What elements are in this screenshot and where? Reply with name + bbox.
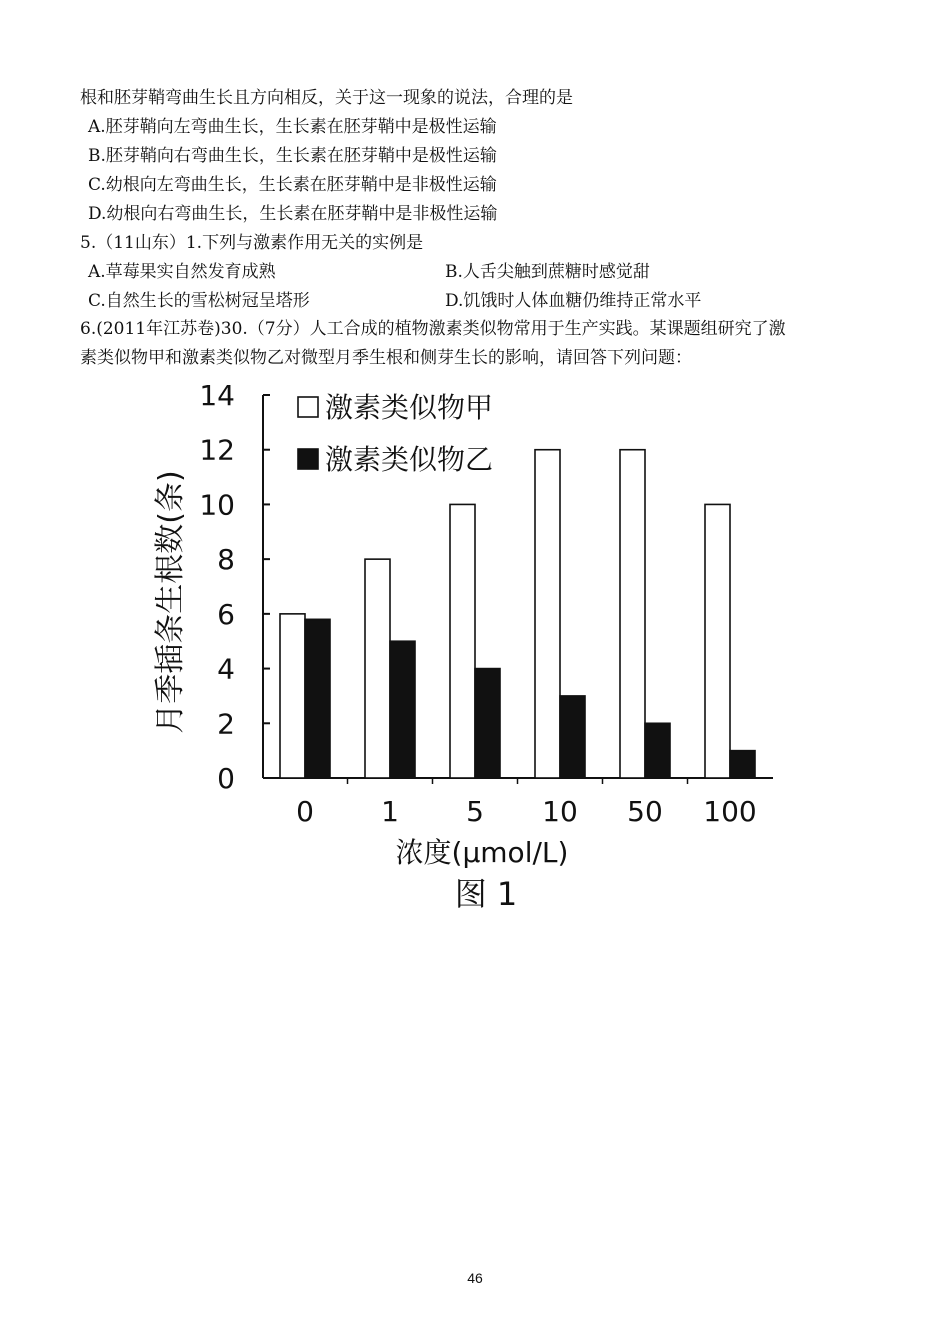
bar-series-a — [280, 614, 305, 778]
chart-legend — [298, 391, 493, 476]
y-axis-label: 月季插条生根数(条) — [153, 470, 188, 734]
y-tick-label: 2 — [217, 707, 235, 741]
bar-series-a — [450, 504, 475, 778]
q4-option-a: A.胚芽鞘向左弯曲生长，生长素在胚芽鞘中是极性运输 — [88, 117, 497, 137]
bar-series-b — [730, 751, 755, 778]
x-tick-label: 5 — [466, 795, 484, 828]
bar-series-a — [365, 559, 390, 778]
bar-series-b — [475, 669, 500, 778]
q6-stem-line2: 素类似物甲和激素类似物乙对微型月季生根和侧芽生长的影响，请回答下列问题： — [80, 348, 692, 368]
x-tick-label: 50 — [627, 795, 663, 828]
q5-option-c: C.自然生长的雪松树冠呈塔形 — [88, 291, 310, 311]
q5-stem: 5.（11山东）1.下列与激素作用无关的实例是 — [80, 233, 424, 253]
y-tick-label: 10 — [199, 488, 235, 522]
bar-series-a — [620, 450, 645, 778]
q4-option-d: D.幼根向右弯曲生长，生长素在胚芽鞘中是非极性运输 — [88, 204, 498, 224]
y-tick-label: 0 — [217, 762, 235, 795]
bar-series-b — [560, 696, 585, 778]
legend-swatch — [298, 449, 318, 469]
x-tick-label: 1 — [381, 795, 399, 828]
y-tick-label: 8 — [217, 543, 235, 577]
q4-option-c: C.幼根向左弯曲生长，生长素在胚芽鞘中是非极性运输 — [88, 175, 497, 195]
bar-chart — [150, 375, 790, 920]
x-axis-label: 浓度(μmol/L) — [395, 836, 569, 869]
bar-series-b — [390, 641, 415, 778]
q4-stem-continuation: 根和胚芽鞘弯曲生长且方向相反，关于这一现象的说法，合理的是 — [80, 88, 573, 108]
x-tick-label: 0 — [296, 795, 314, 828]
x-tick-label: 100 — [703, 795, 757, 828]
chart-bars — [280, 450, 755, 778]
y-tick-label: 12 — [199, 433, 235, 467]
legend-label: 激素类似物乙 — [325, 443, 494, 476]
q5-option-d: D.饥饿时人体血糖仍维持正常水平 — [445, 291, 702, 311]
legend-label: 激素类似物甲 — [325, 391, 494, 424]
y-tick-label: 14 — [199, 379, 235, 412]
page-number: 46 — [467, 1270, 483, 1286]
legend-swatch — [298, 397, 318, 417]
y-tick-label: 6 — [217, 597, 235, 631]
x-tick-label: 10 — [542, 795, 578, 828]
bar-series-a — [535, 450, 560, 778]
q4-option-b: B.胚芽鞘向右弯曲生长，生长素在胚芽鞘中是极性运输 — [88, 146, 497, 166]
q5-option-b: B.人舌尖触到蔗糖时感觉甜 — [445, 262, 650, 282]
bar-series-b — [645, 723, 670, 778]
bar-series-a — [705, 504, 730, 778]
q6-stem-line1: 6.(2011年江苏卷)30.（7分）人工合成的植物激素类似物常用于生产实践。某课题组研究了激 — [80, 319, 786, 339]
bar-series-b — [305, 619, 330, 778]
q5-option-a: A.草莓果实自然发育成熟 — [88, 262, 276, 282]
figure-caption: 图 1 — [454, 875, 518, 913]
y-tick-label: 4 — [217, 652, 235, 686]
